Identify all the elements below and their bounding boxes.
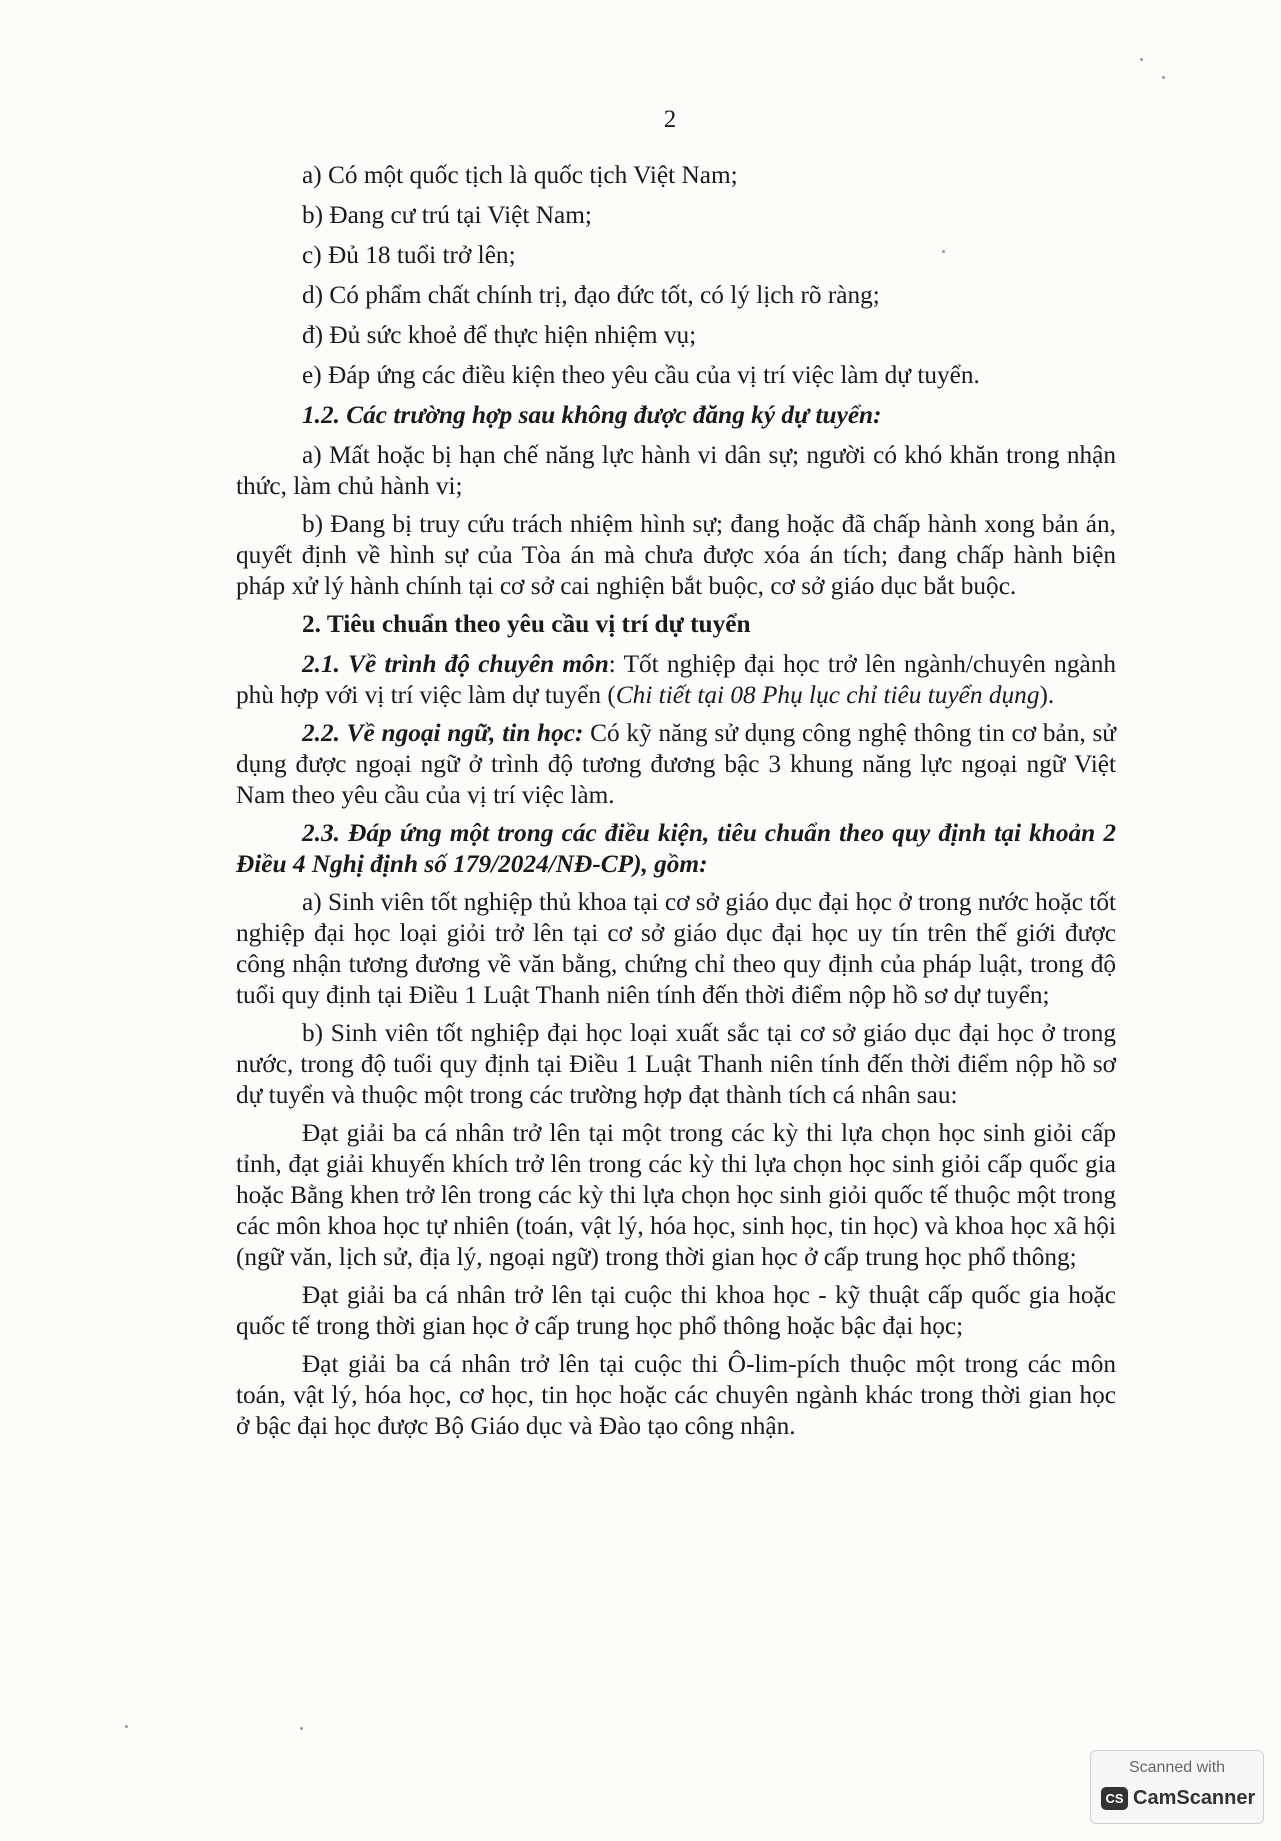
criteria-item-e: e) Đáp ứng các điều kiện theo yêu cầu của vị trí việc làm dự tuyển. [302,361,980,389]
achievement-paragraph-2: Đạt giải ba cá nhân trở lên tại cuộc thi khoa học - kỹ thuật cấp quốc gia hoặc quốc tế trong thời gian học ở cấp trung học phổ thông hoặc bậc đại học; [236,1281,1116,1340]
document-body [236,160,1116,1449]
paragraph-2-2 [236,718,1116,811]
scan-speck [942,250,945,253]
page-number: 2 [663,106,677,133]
paragraph-2-1-lead: 2.1. Về trình độ chuyên môn [302,650,609,678]
section-heading-2-3: 2.3. Đáp ứng một trong các điều kiện, tiêu chuẩn theo quy định tại khoản 2 Điều 4 Nghị định số 179/2024/NĐ-CP), gồm: [236,819,1116,878]
camscanner-watermark [1090,1750,1264,1824]
paragraph-2-1-tail: ). [1039,681,1055,709]
criteria-item-b: b) Đang cư trú tại Việt Nam; [302,201,592,229]
camscanner-logo-icon: CS [1101,1787,1128,1810]
scan-speck [300,1727,303,1730]
achievement-paragraph-3: Đạt giải ba cá nhân trở lên tại cuộc thi Ô-lim-pích thuộc một trong các môn toán, vật lý, hóa học, cơ học, tin học hoặc các chuyên ngành khác trong thời gian học ở bậc đại học được Bộ Giáo dục và Đào tạo công nhận. [236,1350,1116,1440]
watermark-brand-name: CamScanner [1133,1787,1256,1809]
watermark-caption: Scanned with [1128,1759,1226,1776]
criteria-item-dd: đ) Đủ sức khoẻ để thực hiện nhiệm vụ; [302,321,697,349]
paragraph-2-1 [236,649,1116,711]
section-heading-2: 2. Tiêu chuẩn theo yêu cầu vị trí dự tuyển [302,610,751,638]
section-heading-1-2: 1.2. Các trường hợp sau không được đăng ký dự tuyển: [302,401,882,429]
paragraph-2-2-body: Có kỹ năng sử dụng công nghệ thông tin cơ bản, sử dụng được ngoại ngữ ở trình độ tương đương bậc 3 khung năng lực ngoại ngữ Việt Nam theo yêu cầu của vị trí việc làm. [236,719,1117,809]
scan-speck [125,1725,128,1728]
paragraph-2-1-body: : Tốt nghiệp đại học trở lên ngành/chuyên ngành phù hợp với vị trí việc làm dự tuyển ( [236,650,1116,709]
criteria-item-a: a) Có một quốc tịch là quốc tịch Việt Nam; [302,161,738,189]
condition-item-a: a) Sinh viên tốt nghiệp thủ khoa tại cơ sở giáo dục đại học ở trong nước hoặc tốt nghiệp đại học loại giỏi trở lên tại cơ sở giáo dục đại học uy tín trên thế giới được công nhận tương đương về văn bằng, chứng chỉ theo quy định của pháp luật, trong độ tuổi quy định tại Điều 1 Luật Thanh niên tính đến thời điểm nộp hồ sơ dự tuyển; [236,888,1116,1009]
condition-item-b: b) Sinh viên tốt nghiệp đại học loại xuất sắc tại cơ sở giáo dục đại học ở trong nước, trong độ tuổi quy định tại Điều 1 Luật Thanh niên tính đến thời điểm nộp hồ sơ dự tuyển và thuộc một trong các trường hợp đạt thành tích cá nhân sau: [236,1019,1116,1109]
paragraph-2-2-lead: 2.2. Về ngoại ngữ, tin học: [302,719,584,747]
watermark-brand [1101,1787,1255,1810]
scan-speck [1162,76,1165,79]
criteria-item-c: c) Đủ 18 tuổi trở lên; [302,241,516,269]
exclusion-item-b: b) Đang bị truy cứu trách nhiệm hình sự; đang hoặc đã chấp hành xong bản án, quyết định về hình sự của Tòa án mà chưa được xóa án tích; đang chấp hành biện pháp xử lý hành chính tại cơ sở cai nghiện bắt buộc, cơ sở giáo dục bắt buộc. [236,510,1116,600]
achievement-paragraph-1: Đạt giải ba cá nhân trở lên tại một trong các kỳ thi lựa chọn học sinh giỏi cấp tỉnh, đạt giải khuyến khích trở lên trong các kỳ thi lựa chọn học sinh giỏi cấp quốc gia hoặc Bằng khen trở lên trong các kỳ thi lựa chọn học sinh giỏi quốc tế thuộc một trong các môn khoa học tự nhiên (toán, vật lý, hóa học, sinh học, tin học) và khoa học xã hội (ngữ văn, lịch sử, địa lý, ngoại ngữ) trong thời gian học ở cấp trung học phổ thông; [236,1119,1116,1271]
exclusion-item-a: a) Mất hoặc bị hạn chế năng lực hành vi dân sự; người có khó khăn trong nhận thức, làm chủ hành vi; [236,441,1116,500]
criteria-item-d: d) Có phẩm chất chính trị, đạo đức tốt, có lý lịch rõ ràng; [302,281,880,309]
scan-speck [1140,58,1143,61]
paragraph-2-1-italic: Chi tiết tại 08 Phụ lục chỉ tiêu tuyển dụng [615,681,1040,709]
